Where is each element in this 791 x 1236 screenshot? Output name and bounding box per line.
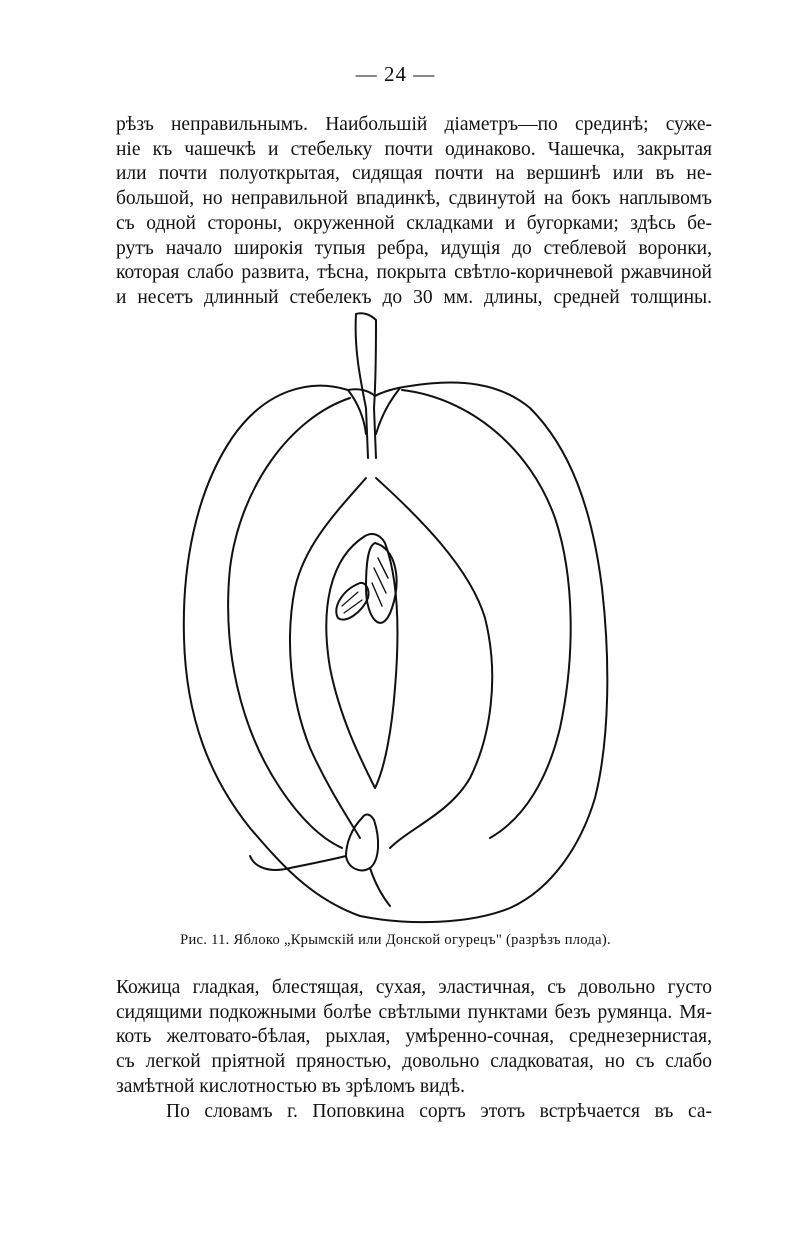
text-line: коть желтовато-бѣлая, рыхлая, умѣренно-сочная, среднезернистая, (116, 1026, 712, 1048)
text-line: которая слабо развита, тѣсна, покрыта свѣтло-коричневой ржавчиной (116, 262, 712, 284)
text-line: съ легкой пріятной пряностью, довольно сладковатая, но съ слабо (116, 1051, 712, 1073)
text-line: замѣтной кислотностью въ зрѣломъ видѣ. (116, 1075, 465, 1097)
text-line: рѣзъ неправильнымъ. Наибольшій діаметръ—по срединѣ; суже- (116, 114, 712, 135)
bottom-paragraph (116, 976, 712, 1124)
text-line: сидящими подкожными болѣе свѣтлыми пунктами безъ румянца. Мя- (116, 1001, 712, 1023)
text-line: съ одной стороны, окруженной складками и бугорками; здѣсь бе- (116, 212, 712, 234)
apple-outline (184, 382, 608, 922)
core-outline-right (376, 478, 492, 848)
figure-caption: Рис. 11. Яблоко „Крымскій или Донской огурецъ" (разрѣзъ плода). (180, 932, 611, 948)
inner-skin-left (228, 398, 350, 848)
top-paragraph (116, 113, 712, 311)
page-number: — 24 — (355, 62, 436, 86)
apple-cross-section-illustration (170, 308, 630, 928)
text-line: и несетъ длинный стебелекъ до 30 мм. длины, средней толщины. (116, 286, 712, 308)
bottom-bulge (250, 856, 290, 870)
text-line: рутъ начало широкія тупыя ребра, идущія до стеблевой воронки, (116, 237, 712, 259)
text-line: или почти полуоткрытая, сидящая почти на вершинѣ или въ не- (116, 163, 712, 185)
text-line: По словамъ г. Поповкина сортъ этотъ встрѣчается въ са- (166, 1100, 712, 1122)
stem (356, 313, 376, 458)
text-line: Кожица гладкая, блестящая, сухая, эластичная, съ довольно густо (116, 977, 712, 998)
small-seed (336, 583, 368, 620)
inner-skin-right (402, 390, 571, 838)
text-line: большой, но неправильной впадинкѣ, сдвинутой на бокъ наплывомъ (116, 188, 712, 210)
text-line: ніе къ чашечкѣ и стебельку почти одинаково. Чашечка, закрытая (116, 138, 712, 160)
seed-cavity (326, 534, 397, 788)
